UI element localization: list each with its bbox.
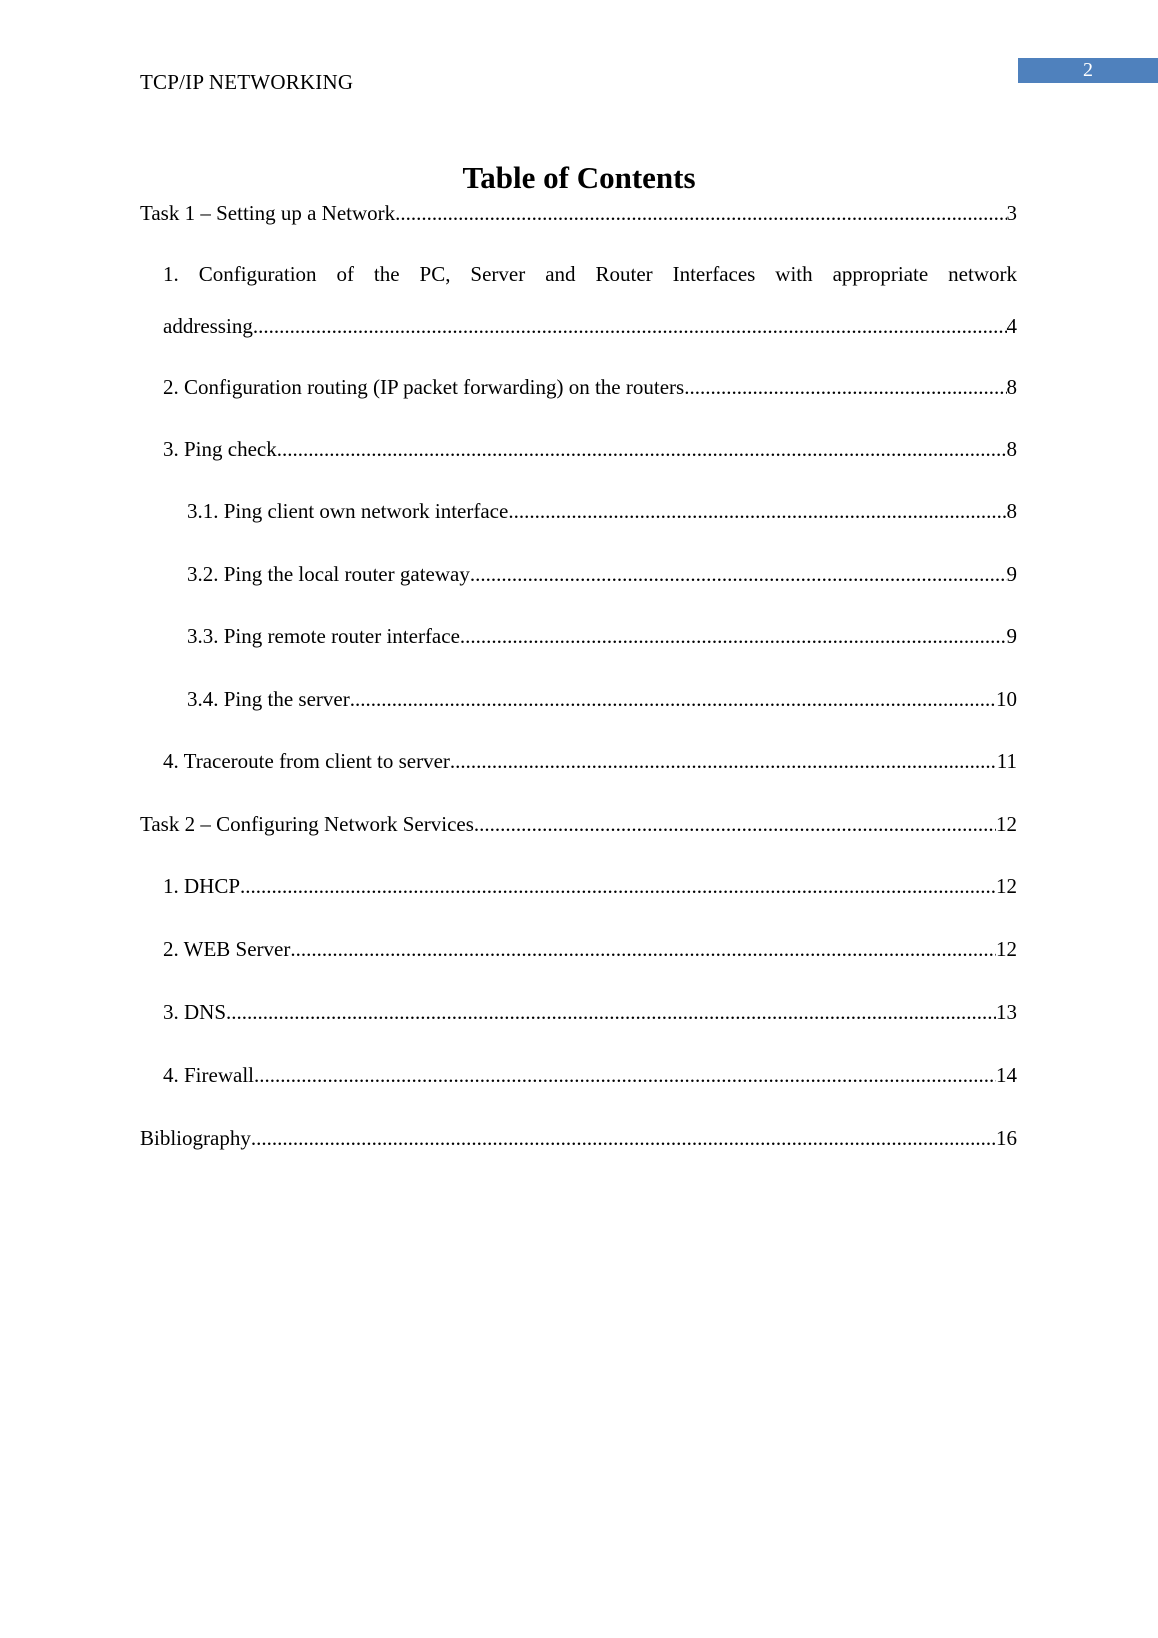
toc-entry-page: 9	[1006, 624, 1017, 648]
toc-entry-label: 3.2. Ping the local router gateway	[187, 562, 470, 586]
dot-leader	[395, 198, 1006, 228]
toc-entry-firewall[interactable]	[163, 1060, 1017, 1090]
toc-entry-page: 12	[996, 874, 1017, 898]
toc-entry-dns[interactable]	[163, 997, 1017, 1027]
toc-entry-ping-local-gateway[interactable]	[187, 559, 1017, 589]
toc-entry-page: 3	[1006, 201, 1017, 225]
toc-entry-page: 12	[996, 937, 1017, 961]
toc-entry-label: 2. Configuration routing (IP packet forwarding) on the routers	[163, 375, 685, 399]
toc-entry-page: 14	[996, 1063, 1017, 1087]
dot-leader	[508, 496, 1006, 526]
running-header: TCP/IP NETWORKING	[140, 70, 354, 94]
toc-entry-page: 8	[1006, 499, 1017, 523]
page-number-badge: 2	[1018, 58, 1158, 83]
toc-entry-page: 9	[1006, 562, 1017, 586]
toc-entry-page: 11	[996, 749, 1017, 773]
toc-entry-label: 3. Ping check	[163, 437, 277, 461]
toc-entry-dhcp[interactable]	[163, 871, 1017, 901]
toc-entry-bibliography[interactable]	[140, 1123, 1017, 1153]
toc-entry-page: 13	[996, 1000, 1017, 1024]
toc-entry-web-server[interactable]	[163, 934, 1017, 964]
toc-heading: Table of Contents	[462, 160, 696, 195]
toc-entry-label: 3. DNS	[163, 1000, 227, 1024]
toc-entry-configuration[interactable]	[163, 311, 1017, 341]
toc-entry-label: 1. DHCP	[163, 874, 241, 898]
toc-entry-traceroute[interactable]	[163, 746, 1017, 776]
toc-entry-configuration-line1[interactable]: 1. Configuration of the PC, Server and Router Interfaces with appropriate network	[163, 262, 1017, 286]
toc-entry-label: Bibliography	[140, 1126, 251, 1150]
dot-leader	[251, 1123, 996, 1153]
toc-entry-task2[interactable]	[140, 809, 1017, 839]
toc-entry-label: 4. Firewall	[163, 1063, 254, 1087]
toc-entry-label: Task 2 – Configuring Network Services	[140, 812, 474, 836]
dot-leader	[240, 871, 996, 901]
dot-leader	[253, 311, 1007, 341]
toc-entry-page: 8	[1006, 437, 1017, 461]
toc-entry-ping-server[interactable]	[187, 684, 1017, 714]
toc-entry-ping-own-interface[interactable]	[187, 496, 1017, 526]
toc-entry-page: 4	[1006, 314, 1017, 338]
toc-entry-page: 16	[996, 1126, 1017, 1150]
toc-entry-task1[interactable]	[140, 198, 1017, 228]
dot-leader	[470, 559, 1007, 589]
toc-entry-label: 4. Traceroute from client to server	[163, 749, 450, 773]
dot-leader	[684, 372, 1006, 402]
dot-leader	[277, 434, 1007, 464]
toc-entry-ping-check[interactable]	[163, 434, 1017, 464]
toc-entry-ping-remote-router[interactable]	[187, 621, 1017, 651]
dot-leader	[460, 621, 1007, 651]
toc-entry-page: 12	[996, 812, 1017, 836]
toc-entry-page: 10	[996, 687, 1017, 711]
toc-entry-label: Task 1 – Setting up a Network	[140, 201, 396, 225]
toc-entry-label: addressing	[163, 314, 253, 338]
dot-leader	[290, 934, 996, 964]
toc-entry-page: 8	[1006, 375, 1017, 399]
dot-leader	[450, 746, 997, 776]
toc-entry-label: 3.4. Ping the server	[187, 687, 350, 711]
dot-leader	[226, 997, 996, 1027]
toc-entry-label: 3.3. Ping remote router interface	[187, 624, 460, 648]
dot-leader	[474, 809, 996, 839]
dot-leader	[350, 684, 996, 714]
dot-leader	[254, 1060, 996, 1090]
toc-entry-label: 2. WEB Server	[163, 937, 291, 961]
toc-entry-routing[interactable]	[163, 372, 1017, 402]
toc-entry-label: 3.1. Ping client own network interface	[187, 499, 509, 523]
